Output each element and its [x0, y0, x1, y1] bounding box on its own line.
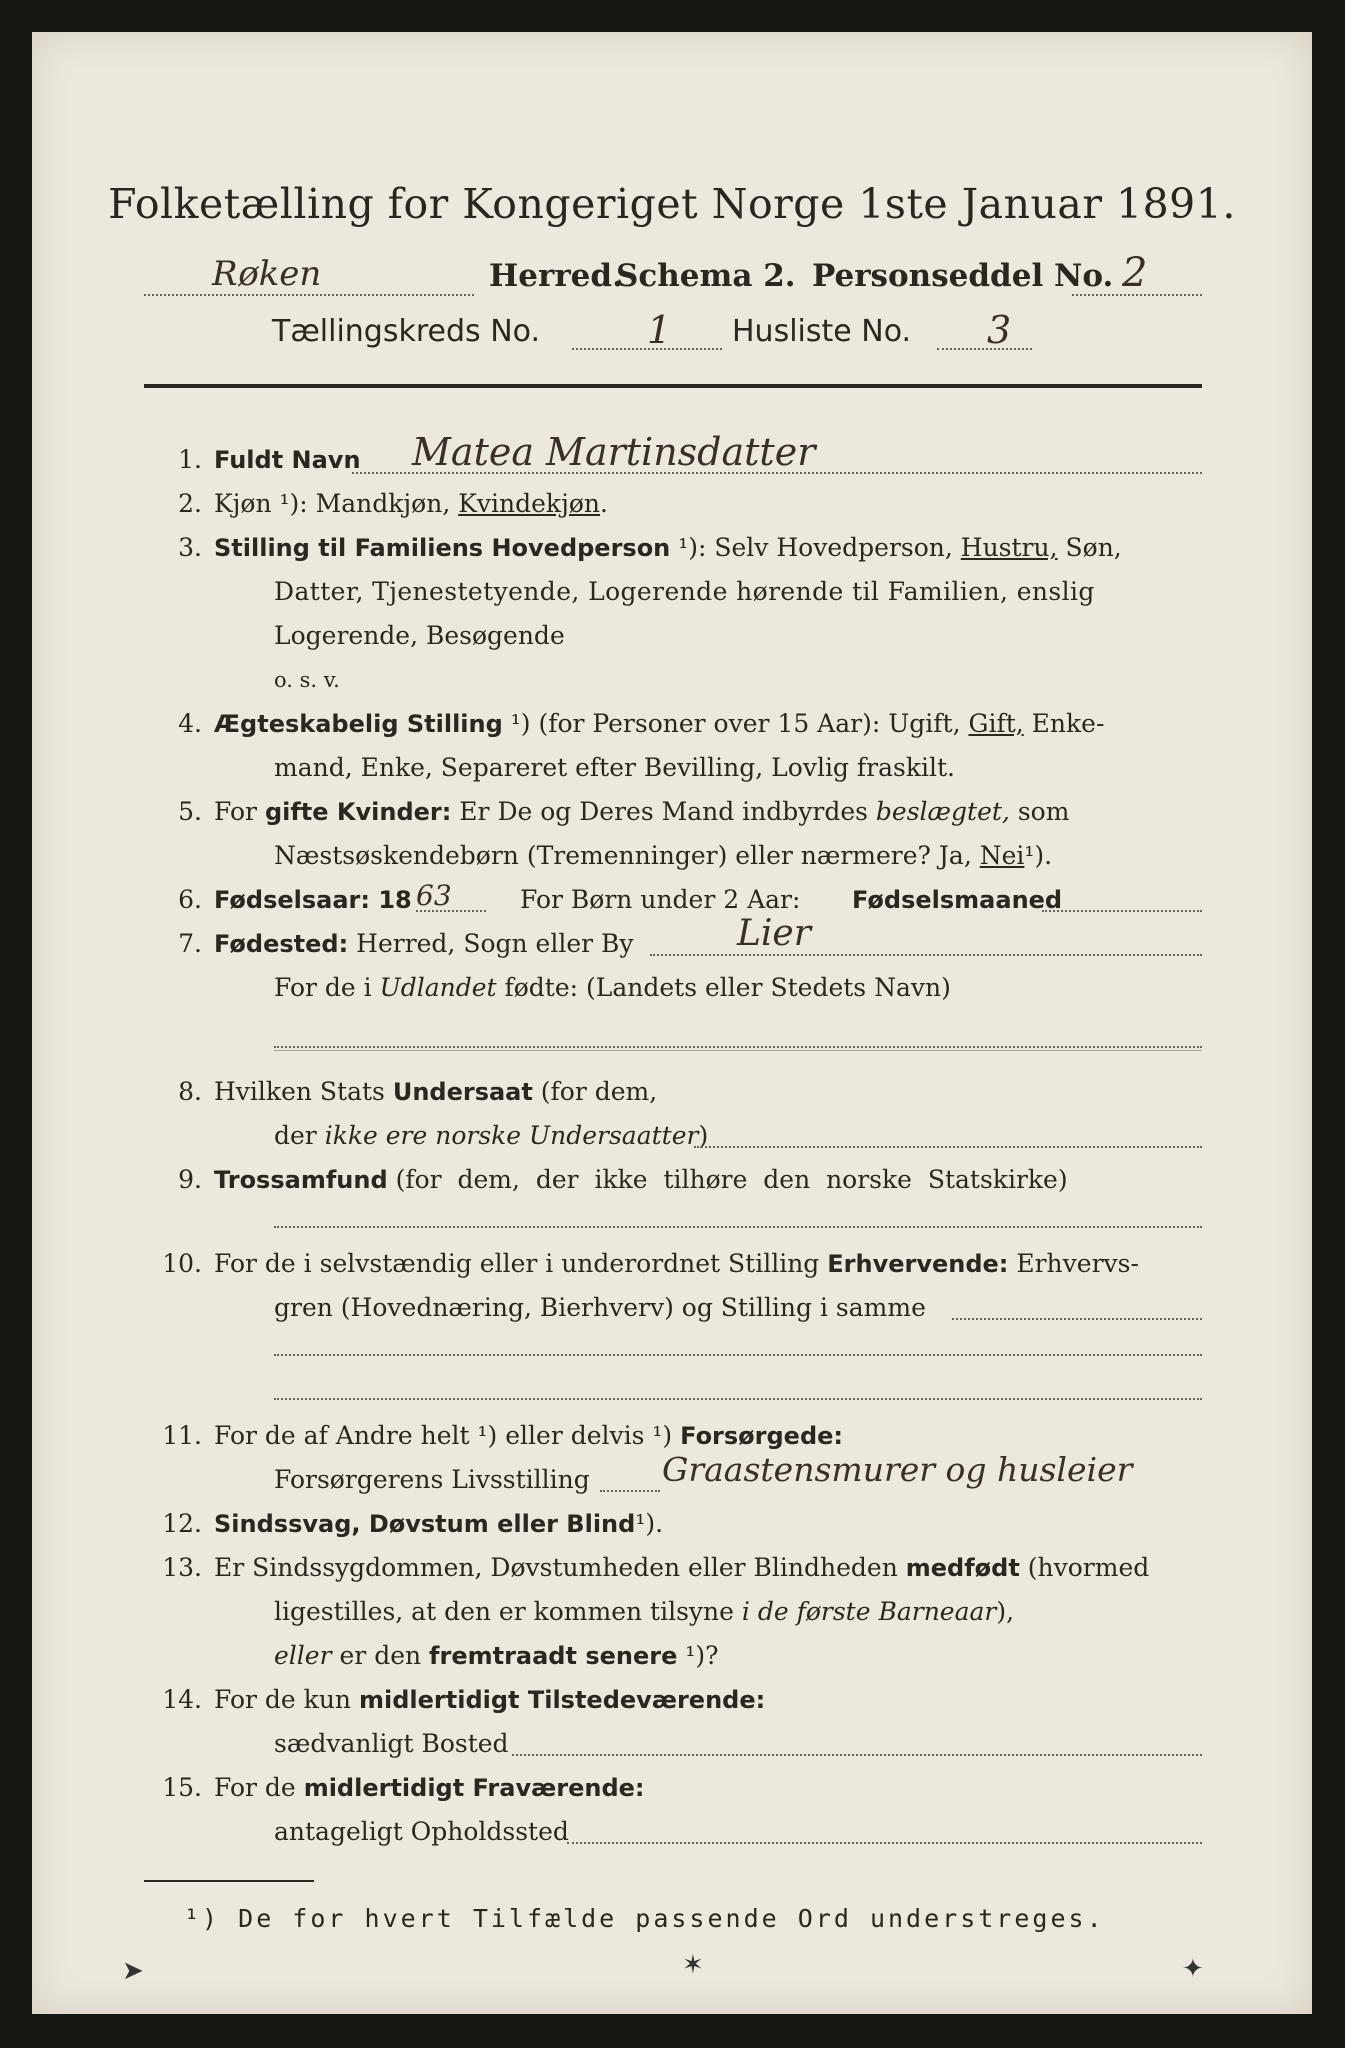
herred-dotline: [144, 294, 474, 296]
birthplace-dotline: [650, 954, 1202, 956]
family-position-options-2: Datter, Tjenestetyende, Logerende hørende til Familien, enslig: [274, 577, 1095, 606]
birth-month-question: For Børn under 2 Aar:: [520, 885, 801, 914]
provider-occupation-dotline: [600, 1490, 660, 1492]
abroad-dotline: [274, 1046, 1202, 1048]
husliste-label: Husliste No.: [732, 314, 912, 349]
item-13-line-3: [32, 1636, 1312, 1676]
item-number: 1.: [178, 445, 202, 474]
item-3: [32, 528, 1312, 568]
presumed-residence-dotline: [567, 1842, 1202, 1844]
herred-label: Herred.: [489, 258, 623, 294]
q5-prefix: For: [214, 797, 257, 826]
item-14: [32, 1680, 1312, 1720]
item-number: 6.: [178, 885, 202, 914]
marital-status-options: ¹) (for Personer over 15 Aar): Ugift,: [510, 709, 961, 738]
footnote-rule: [144, 1880, 314, 1882]
q5-question: Næstsøskendebørn (Tremenninger) eller nærmere? Ja,: [274, 841, 972, 870]
birth-year-dotline: [416, 910, 486, 912]
occupation-dotline-3: [274, 1398, 1202, 1400]
item-7-line-2: [32, 968, 1312, 1008]
herred-value: Røken: [212, 254, 322, 294]
temp-absent-label: midlertidigt Fraværende:: [303, 1774, 645, 1802]
presumed-residence-label: antageligt Opholdssted: [274, 1817, 569, 1846]
family-position-options-3: Logerende, Besøgende: [274, 621, 565, 650]
temp-absent-prefix: For de: [214, 1773, 296, 1802]
item-number: 12.: [162, 1509, 202, 1538]
birthplace-label: Fødested:: [214, 930, 349, 958]
q5-value-nei: Nei: [979, 841, 1025, 870]
form-title: Folketælling for Kongeriget Norge 1ste Januar 1891.: [108, 180, 1236, 228]
provider-occupation-label: Forsørgerens Livsstilling: [274, 1465, 590, 1494]
full-name-value: Matea Martinsdatter: [412, 430, 816, 474]
congenital-line-2: ligestilles, at den er kommen tilsyne: [274, 1597, 734, 1626]
occupation-text: Erhvervs-: [1016, 1249, 1139, 1278]
congenital-footnote-ref: ¹)?: [685, 1641, 719, 1670]
item-2: 2. Kjøn ¹): Mandkjøn, Kvindekjøn.: [32, 484, 1312, 524]
item-15: [32, 1768, 1312, 1808]
item-14-line-2: [32, 1724, 1312, 1764]
citizenship-not-norwegian: ikke ere norske Undersaatter: [324, 1121, 699, 1150]
item-number: 8.: [178, 1077, 202, 1106]
item-13: [32, 1548, 1312, 1588]
item-5: [32, 792, 1312, 832]
schema-label: Schema 2.: [616, 258, 796, 294]
husliste-value: 3: [987, 308, 1012, 352]
header-rule: [144, 384, 1202, 388]
birthplace-value: Lier: [737, 913, 811, 954]
congenital-later-label: fremtraadt senere: [429, 1642, 678, 1670]
temp-present-prefix: For de kun: [214, 1685, 352, 1714]
item-5-line-2: [32, 836, 1312, 876]
abroad-prefix: For de i: [274, 973, 372, 1002]
binding-mark-icon: ✦: [1182, 1954, 1204, 1984]
item-3-line-4: [32, 660, 1312, 700]
binding-mark-icon: ➤: [122, 1956, 144, 1986]
occupation-question: For de i selvstændig eller i underordnet Stilling: [214, 1249, 820, 1278]
item-10: [32, 1244, 1312, 1284]
family-position-osv: o. s. v.: [274, 668, 340, 692]
personseddel-value: 2: [1122, 250, 1148, 296]
item-3-line-3: [32, 616, 1312, 656]
birth-month-dotline: [1042, 910, 1202, 912]
item-number: 5.: [178, 797, 202, 826]
congenital-childhood: i de første Barneaar: [741, 1597, 997, 1626]
citizenship-prefix: Hvilken Stats: [214, 1077, 385, 1106]
item-8-line-2: der ikke ere norske Undersaatter): [32, 1116, 1312, 1156]
q5-text: Er De og Deres Mand indbyrdes: [459, 797, 868, 826]
husliste-dotline: [937, 348, 1032, 350]
citizenship-der: der: [274, 1121, 317, 1150]
q5-footnote-ref: ¹).: [1024, 841, 1053, 870]
item-13-line-2: ligestilles, at den er kommen tilsyne i de første Barneaar),: [274, 1597, 1015, 1626]
provider-occupation-value: Graastensmurer og husleier: [662, 1450, 1133, 1489]
occupation-label: Erhvervende:: [827, 1250, 1009, 1278]
abroad-word: Udlandet: [379, 973, 497, 1002]
item-4: [32, 704, 1312, 744]
item-number: 14.: [162, 1685, 202, 1714]
congenital-er-den: er den: [339, 1641, 422, 1670]
item-number: 2.: [178, 489, 202, 518]
item-1: [32, 430, 1312, 480]
footnote: ¹) De for hvert Tilfælde passende Ord understreges.: [184, 1904, 1105, 1933]
birthplace-options: Herred, Sogn eller By: [356, 929, 634, 958]
supported-question: For de af Andre helt ¹) eller delvis ¹): [214, 1421, 673, 1450]
marital-status-label: Ægteskabelig Stilling: [214, 710, 503, 738]
item-9: [32, 1160, 1312, 1200]
congenital-text: (hvormed: [1027, 1553, 1150, 1582]
marital-status-value-gift: Gift,: [968, 709, 1024, 738]
birth-year-value: 63: [416, 879, 452, 912]
sex-value-kvindekjon: Kvindekjøn: [458, 489, 600, 518]
marital-status-options-2: mand, Enke, Separeret efter Bevilling, Lovlig fraskilt.: [274, 753, 955, 782]
item-number: 7.: [178, 929, 202, 958]
q5-related: beslægtet,: [875, 797, 1010, 826]
family-position-label: Stilling til Familiens Hovedperson: [214, 534, 671, 562]
item-10-line-2: [32, 1288, 1312, 1328]
family-position-value-hustru: Hustru,: [960, 533, 1058, 562]
taellingskreds-value: 1: [647, 308, 672, 352]
occupation-dotline-2: [274, 1354, 1202, 1356]
item-number: 10.: [162, 1249, 202, 1278]
supported-label: Forsørgede:: [680, 1422, 844, 1450]
family-position-option-son: Søn,: [1065, 533, 1122, 562]
birth-year-label: Fødselsaar: 18: [214, 886, 412, 914]
occupation-dotline-1: [952, 1318, 1202, 1320]
personseddel-label: Personseddel No.: [812, 258, 1114, 294]
citizenship-dotline: [694, 1146, 1202, 1148]
item-8: [32, 1072, 1312, 1112]
family-position-options: ¹): Selv Hovedperson,: [678, 533, 953, 562]
disability-label: Sindssvag, Døvstum eller Blind: [214, 1510, 636, 1538]
disability-footnote-ref: ¹).: [635, 1509, 664, 1538]
item-15-line-2: [32, 1812, 1312, 1852]
religion-label: Trossamfund: [214, 1166, 388, 1194]
item-number: 9.: [178, 1165, 202, 1194]
sex-label: Kjøn ¹): Mandkjøn,: [214, 489, 451, 518]
citizenship-label: Undersaat: [392, 1078, 533, 1106]
item-3-line-2: [32, 572, 1312, 612]
item-number: 4.: [178, 709, 202, 738]
religion-dotline: [274, 1226, 1202, 1228]
congenital-eller: eller: [274, 1641, 332, 1670]
binding-mark-icon: ✶: [682, 1950, 704, 1980]
item-4-line-2: [32, 748, 1312, 788]
temp-present-label: midlertidigt Tilstedeværende:: [358, 1686, 766, 1714]
citizenship-text: (for dem,: [540, 1077, 658, 1106]
congenital-label: medfødt: [905, 1554, 1020, 1582]
item-number: 15.: [162, 1773, 202, 1802]
item-number: 11.: [162, 1421, 202, 1450]
item-7: [32, 913, 1312, 964]
q5-som: som: [1017, 797, 1070, 826]
usual-residence-dotline: [512, 1754, 1202, 1756]
item-11-line-2: [32, 1450, 1312, 1500]
full-name-label: Fuldt Navn: [214, 446, 361, 474]
usual-residence-label: sædvanligt Bosted: [274, 1729, 509, 1758]
occupation-line-2: gren (Hovednæring, Bierhverv) og Stilling i samme: [274, 1293, 926, 1322]
married-women-label: gifte Kvinder:: [264, 798, 452, 826]
abroad-text: fødte: (Landets eller Stedets Navn): [504, 973, 951, 1002]
abroad-rule: [274, 1050, 1202, 1051]
item-number: 3.: [178, 533, 202, 562]
religion-text: (for dem, der ikke tilhøre den norske Statskirke): [395, 1165, 1068, 1194]
congenital-question: Er Sindssygdommen, Døvstumheden eller Blindheden: [214, 1553, 898, 1582]
item-6: [32, 880, 1312, 920]
item-12: [32, 1504, 1312, 1544]
marital-status-option-enke: Enke-: [1031, 709, 1105, 738]
census-form: [32, 32, 1312, 2014]
item-number: 13.: [162, 1553, 202, 1582]
birth-month-label: Fødselsmaaned: [852, 886, 1063, 914]
taellingskreds-label: Tællingskreds No.: [272, 314, 540, 349]
